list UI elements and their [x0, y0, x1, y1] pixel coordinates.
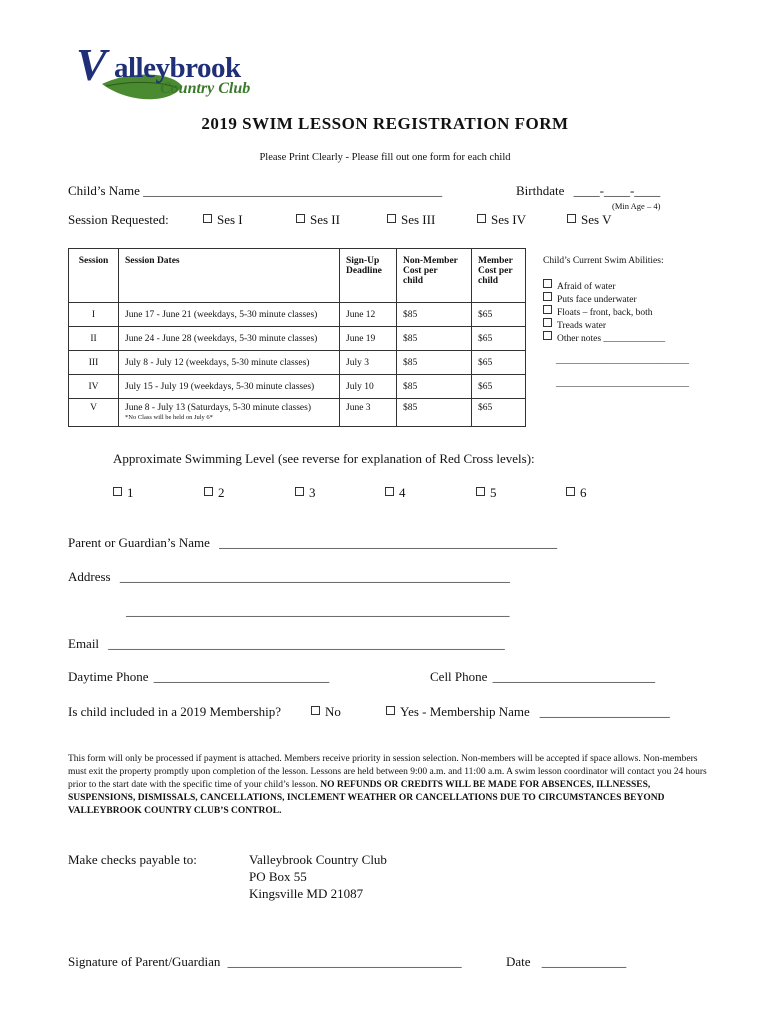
session-requested-label: Session Requested: [68, 212, 169, 227]
logo-letter: V [76, 39, 107, 90]
ability-other[interactable]: Other notes _____________ [543, 331, 665, 344]
checkbox-icon [543, 305, 552, 314]
address-line-2[interactable]: ___________________________________________________________ [126, 603, 510, 618]
payment-address-1: PO Box 55 [249, 869, 307, 884]
cell-phone-label: Cell Phone [430, 669, 488, 684]
table-row: IV July 15 - July 19 (weekdays, 5-30 minute classes) July 10 $85 $65 [69, 375, 526, 399]
checkbox-icon [296, 214, 305, 223]
checkbox-icon [311, 706, 320, 715]
birthdate-blank: ____-____-____ [573, 183, 661, 198]
checkbox-icon [476, 487, 485, 496]
level-label: Approximate Swimming Level (see reverse for explanation of Red Cross levels): [113, 451, 535, 466]
level-option-2[interactable]: 2 [204, 485, 225, 501]
checkbox-icon [113, 487, 122, 496]
form-title: 2019 SWIM LESSON REGISTRATION FORM [201, 114, 569, 133]
date-blank: _____________ [541, 954, 627, 969]
checkbox-icon [204, 487, 213, 496]
table-row: I June 17 - June 21 (weekdays, 5-30 minute classes) June 12 $85 $65 [69, 303, 526, 327]
session-table [68, 248, 526, 427]
level-option-4[interactable]: 4 [385, 485, 406, 501]
ability-treads[interactable]: Treads water [543, 318, 606, 331]
payment-payee: Valleybrook Country Club [249, 852, 387, 867]
guardian-name-field[interactable] [68, 535, 557, 551]
daytime-phone-field[interactable] [68, 669, 329, 685]
level-option-6[interactable]: 6 [566, 485, 587, 501]
checkbox-icon [386, 706, 395, 715]
header-session: Session [69, 249, 119, 303]
session-option-1[interactable]: Ses I [203, 212, 243, 228]
cell-phone-field[interactable] [430, 669, 655, 685]
session-option-3[interactable]: Ses III [387, 212, 435, 228]
checkbox-icon [543, 331, 552, 340]
child-name-field[interactable] [68, 183, 442, 199]
child-name-label: Child’s Name [68, 183, 140, 198]
signature-label: Signature of Parent/Guardian [68, 954, 221, 969]
checkbox-icon [477, 214, 486, 223]
table-header-row [69, 249, 526, 303]
daytime-phone-label: Daytime Phone [68, 669, 149, 684]
level-option-5[interactable]: 5 [476, 485, 497, 501]
checkbox-icon [385, 487, 394, 496]
level-option-3[interactable]: 3 [295, 485, 316, 501]
checkbox-icon [543, 279, 552, 288]
checkbox-icon [543, 292, 552, 301]
payment-label: Make checks payable to: [68, 852, 197, 867]
address-blank: ____________________________________________________________ [119, 569, 510, 584]
policy-refund-notice: NO REFUNDS OR CREDITS WILL BE MADE FOR ABSENCES, ILLNESSES, SUSPENSIONS, DISMISSALS, CANCELLATIONS, INCLEMENT WEATHER OR CANCELLATIONS DUE TO CIRCUMSTANCES BEYOND VALLEYBROOK COUNTRY CLUB’S CONTROL. [68, 780, 665, 816]
membership-question: Is child included in a 2019 Membership? [68, 704, 282, 719]
session-option-4[interactable]: Ses IV [477, 212, 526, 228]
child-name-blank: ______________________________________________ [143, 183, 443, 198]
email-blank: _____________________________________________________________ [108, 636, 505, 651]
header-non-member: Non-Member Cost per child [397, 249, 472, 303]
checkbox-icon [387, 214, 396, 223]
guardian-name-blank: ____________________________________________________ [219, 535, 558, 550]
date-label: Date [506, 954, 531, 969]
birthdate-label: Birthdate [516, 183, 565, 198]
email-field[interactable] [68, 636, 505, 652]
min-age-note: (Min Age – 4) [612, 201, 661, 211]
ability-notes-line[interactable]: ____________________________ [556, 356, 689, 366]
logo-name: alleybrook [114, 52, 241, 84]
signature-field[interactable] [68, 954, 462, 970]
email-label: Email [68, 636, 100, 651]
address-label: Address [68, 569, 111, 584]
header-dates: Session Dates [119, 249, 340, 303]
club-logo [62, 36, 262, 106]
membership-yes-option[interactable]: Yes - Membership Name ____________________ [386, 704, 670, 720]
table-row: II June 24 - June 28 (weekdays, 5-30 minute classes) June 19 $85 $65 [69, 327, 526, 351]
ability-face[interactable]: Puts face underwater [543, 292, 637, 305]
logo-tagline: Country Club [160, 80, 251, 97]
ability-floats[interactable]: Floats – front, back, both [543, 305, 653, 318]
birthdate-field[interactable] [516, 183, 660, 199]
no-class-note: *No Class will be held on July 6* [125, 414, 213, 421]
abilities-title: Child’s Current Swim Abilities: [543, 256, 664, 266]
address-field[interactable] [68, 569, 510, 585]
table-row: III July 8 - July 12 (weekdays, 5-30 minute classes) July 3 $85 $65 [69, 351, 526, 375]
session-option-5[interactable]: Ses V [567, 212, 611, 228]
checkbox-icon [567, 214, 576, 223]
daytime-phone-blank: ___________________________ [153, 669, 330, 684]
ability-afraid[interactable]: Afraid of water [543, 279, 616, 292]
date-field[interactable] [506, 954, 626, 970]
checkbox-icon [203, 214, 212, 223]
policy-text: This form will only be processed if payment is attached. Members receive priority in session selection. Non-members will be accepted if space allows. Non-members must exit the property promptly upon completion of the lesson. Lessons are held between 9:00 a.m. and 11:00 a.m. A swim lesson coordinator will contact you 24 hours prior to the start date with the specific time of your child’s lesson. NO REFUNDS OR CREDITS WILL BE MADE FOR ABSENCES, ILLNESSES, SUSPENSIONS, DISMISSALS, CANCELLATIONS, INCLEMENT WEATHER OR CANCELLATIONS DUE TO CIRCUMSTANCES BEYOND VALLEYBROOK COUNTRY CLUB’S CONTROL. [68, 754, 707, 816]
table-row: V June 8 - July 13 (Saturdays, 5-30 minute classes) *No Class will be held on July 6* June 3 $85 $65 [69, 399, 526, 427]
guardian-name-label: Parent or Guardian’s Name [68, 535, 210, 550]
level-option-1[interactable]: 1 [113, 485, 134, 501]
checkbox-icon [295, 487, 304, 496]
payment-address-2: Kingsville MD 21087 [249, 886, 364, 901]
header-deadline: Sign-Up Deadline [340, 249, 397, 303]
membership-no-option[interactable]: No [311, 704, 341, 720]
session-option-2[interactable]: Ses II [296, 212, 340, 228]
cell-phone-blank: _________________________ [492, 669, 656, 684]
checkbox-icon [566, 487, 575, 496]
header-member: Member Cost per child [472, 249, 526, 303]
ability-notes-line[interactable]: ____________________________ [556, 379, 689, 389]
form-instructions: Please Print Clearly - Please fill out one form for each child [259, 152, 511, 163]
checkbox-icon [543, 318, 552, 327]
signature-blank: ____________________________________ [227, 954, 462, 969]
